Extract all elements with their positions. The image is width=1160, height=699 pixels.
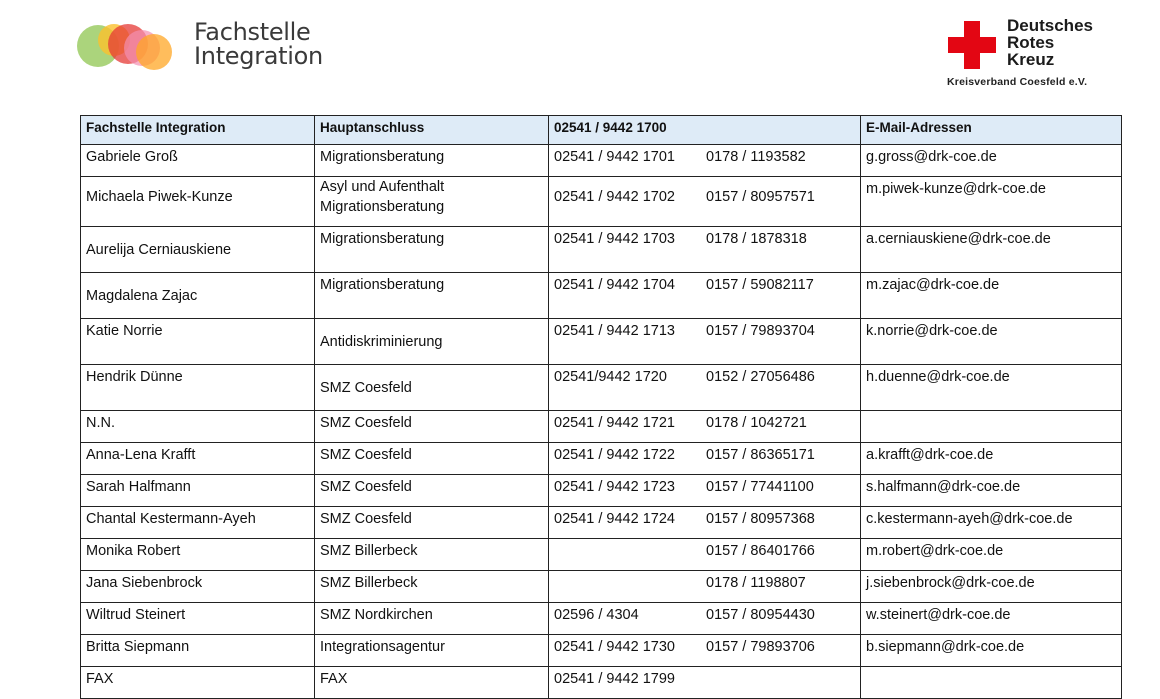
name-cell: FAX xyxy=(81,667,315,699)
name-cell: Hendrik Dünne xyxy=(81,365,315,411)
name-cell: Aurelija Cerniauskiene xyxy=(81,227,315,273)
dept-cell: Antidiskriminierung xyxy=(315,319,549,365)
table-row xyxy=(81,443,1122,475)
mobile: 0178 / 1193582 xyxy=(706,149,806,165)
drk-line-1: Deutsches xyxy=(1007,16,1093,35)
table-row xyxy=(81,571,1122,603)
phone-cell xyxy=(549,475,861,507)
header-cell: E-Mail-Adressen xyxy=(861,116,1122,145)
phone: 02541 / 9442 1703 xyxy=(554,231,675,247)
mobile: 0157 / 80954430 xyxy=(706,607,815,623)
table-row xyxy=(81,603,1122,635)
dept-cell: SMZ Coesfeld xyxy=(315,365,549,411)
dept-cell: SMZ Billerbeck xyxy=(315,539,549,571)
phone-cell xyxy=(549,603,861,635)
name-cell: Katie Norrie xyxy=(81,319,315,365)
name-cell: Chantal Kestermann-Ayeh xyxy=(81,507,315,539)
red-cross-icon xyxy=(948,21,996,69)
colored-circles-icon xyxy=(76,16,186,76)
dept-cell: SMZ Coesfeld xyxy=(315,443,549,475)
table-row xyxy=(81,635,1122,667)
email-cell: m.zajac@drk-coe.de xyxy=(861,273,1122,319)
phone: 02541 / 9442 1702 xyxy=(554,189,675,205)
contact-table xyxy=(80,115,1122,699)
header-cell: 02541 / 9442 1700 xyxy=(549,116,861,145)
email-cell xyxy=(861,667,1122,699)
email-cell: g.gross@drk-coe.de xyxy=(861,145,1122,177)
table-row xyxy=(81,507,1122,539)
email-cell: s.halfmann@drk-coe.de xyxy=(861,475,1122,507)
phone-cell xyxy=(549,227,861,273)
drk-line-2: Rotes xyxy=(1007,33,1055,52)
name-cell: Magdalena Zajac xyxy=(81,273,315,319)
table-row xyxy=(81,411,1122,443)
dept-cell: FAX xyxy=(315,667,549,699)
name-cell: Anna-Lena Krafft xyxy=(81,443,315,475)
dept-line-2: Migrationsberatung xyxy=(320,199,445,215)
email-cell: m.piwek-kunze@drk-coe.de xyxy=(861,177,1122,227)
table-row xyxy=(81,177,1122,227)
mobile: 0157 / 79893704 xyxy=(706,323,815,339)
phone: 02541 / 9442 1724 xyxy=(554,511,675,527)
table-row xyxy=(81,319,1122,365)
table-row xyxy=(81,667,1122,699)
phone-cell xyxy=(549,443,861,475)
drk-logo xyxy=(945,16,1105,92)
phone: 02541 / 9442 1723 xyxy=(554,479,675,495)
phone: 02596 / 4304 xyxy=(554,607,639,623)
table-row xyxy=(81,145,1122,177)
logo-line-1: Fachstelle xyxy=(194,18,311,46)
mobile: 0157 / 79893706 xyxy=(706,639,815,655)
dept-cell xyxy=(315,177,549,227)
dept-cell: SMZ Billerbeck xyxy=(315,571,549,603)
table-row xyxy=(81,273,1122,319)
dept-cell: SMZ Coesfeld xyxy=(315,411,549,443)
phone-cell xyxy=(549,635,861,667)
phone-cell xyxy=(549,319,861,365)
phone: 02541 / 9442 1701 xyxy=(554,149,675,165)
header-cell: Hauptanschluss xyxy=(315,116,549,145)
name-cell: Michaela Piwek-Kunze xyxy=(81,177,315,227)
name-cell: Gabriele Groß xyxy=(81,145,315,177)
drk-subtitle: Kreisverband Coesfeld e.V. xyxy=(947,76,1088,88)
phone-cell xyxy=(549,177,861,227)
phone: 02541 / 9442 1730 xyxy=(554,639,675,655)
mobile: 0157 / 86365171 xyxy=(706,447,815,463)
phone-cell xyxy=(549,539,861,571)
phone: 02541 / 9442 1713 xyxy=(554,323,675,339)
name-cell: Monika Robert xyxy=(81,539,315,571)
phone-cell xyxy=(549,411,861,443)
table-row xyxy=(81,227,1122,273)
table-row xyxy=(81,475,1122,507)
mobile: 0157 / 86401766 xyxy=(706,543,815,559)
dept-cell: Migrationsberatung xyxy=(315,227,549,273)
dept-cell: SMZ Coesfeld xyxy=(315,475,549,507)
email-cell: j.siebenbrock@drk-coe.de xyxy=(861,571,1122,603)
phone: 02541/9442 1720 xyxy=(554,369,667,385)
email-cell xyxy=(861,411,1122,443)
mobile: 0157 / 80957368 xyxy=(706,511,815,527)
phone-cell xyxy=(549,507,861,539)
fachstelle-integration-logo xyxy=(76,14,336,76)
name-cell: Jana Siebenbrock xyxy=(81,571,315,603)
phone-cell xyxy=(549,145,861,177)
mobile: 0178 / 1878318 xyxy=(706,231,807,247)
mobile: 0157 / 77441100 xyxy=(706,479,814,495)
email-cell: a.cerniauskiene@drk-coe.de xyxy=(861,227,1122,273)
phone: 02541 / 9442 1704 xyxy=(554,277,675,293)
email-cell: w.steinert@drk-coe.de xyxy=(861,603,1122,635)
phone-cell xyxy=(549,571,861,603)
phone-cell xyxy=(549,667,861,699)
name-cell: N.N. xyxy=(81,411,315,443)
email-cell: c.kestermann-ayeh@drk-coe.de xyxy=(861,507,1122,539)
email-cell: b.siepmann@drk-coe.de xyxy=(861,635,1122,667)
dept-cell: SMZ Nordkirchen xyxy=(315,603,549,635)
dept-line-1: Asyl und Aufenthalt xyxy=(320,179,445,195)
dept-cell: Integrationsagentur xyxy=(315,635,549,667)
mobile: 0178 / 1042721 xyxy=(706,415,807,431)
email-cell: h.duenne@drk-coe.de xyxy=(861,365,1122,411)
phone: 02541 / 9442 1722 xyxy=(554,447,675,463)
table-row xyxy=(81,539,1122,571)
name-cell: Sarah Halfmann xyxy=(81,475,315,507)
phone: 02541 / 9442 1799 xyxy=(554,671,675,687)
mobile: 0157 / 80957571 xyxy=(706,189,815,205)
phone: 02541 / 9442 1721 xyxy=(554,415,675,431)
email-cell: a.krafft@drk-coe.de xyxy=(861,443,1122,475)
mobile: 0157 / 59082117 xyxy=(706,277,814,293)
drk-line-3: Kreuz xyxy=(1007,50,1055,69)
table-header-row xyxy=(81,116,1122,145)
dept-cell: Migrationsberatung xyxy=(315,145,549,177)
mobile: 0152 / 27056486 xyxy=(706,369,815,385)
email-cell: k.norrie@drk-coe.de xyxy=(861,319,1122,365)
phone-cell xyxy=(549,365,861,411)
logo-line-2: Integration xyxy=(194,42,323,70)
name-cell: Britta Siepmann xyxy=(81,635,315,667)
name-cell: Wiltrud Steinert xyxy=(81,603,315,635)
email-cell: m.robert@drk-coe.de xyxy=(861,539,1122,571)
dept-cell: Migrationsberatung xyxy=(315,273,549,319)
dept-cell: SMZ Coesfeld xyxy=(315,507,549,539)
mobile: 0178 / 1198807 xyxy=(706,575,806,591)
header-cell: Fachstelle Integration xyxy=(81,116,315,145)
table-row xyxy=(81,365,1122,411)
phone-cell xyxy=(549,273,861,319)
